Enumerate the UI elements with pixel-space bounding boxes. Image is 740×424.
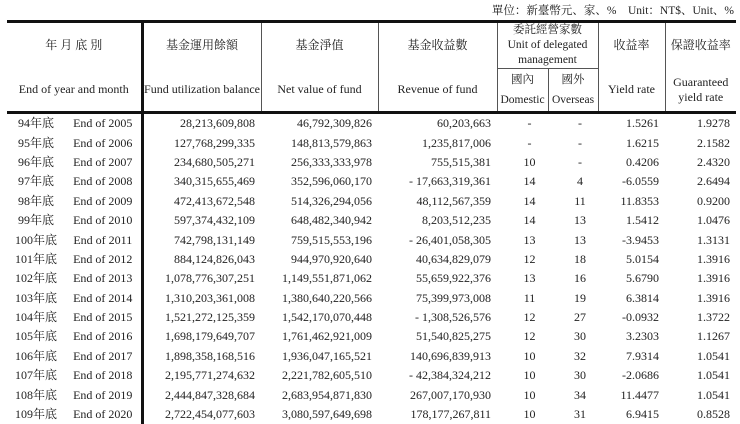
year-zh-cell: 109年底 [7,405,65,424]
revenue-cell: 1,235,817,006 [378,133,497,152]
yield-rate-cell: -0.0932 [598,308,665,327]
header-period-zh: 年 月 底 別 [7,22,142,69]
year-en-cell: End of 2018 [65,366,142,385]
year-en-cell: End of 2017 [65,347,142,366]
year-zh-cell: 103年底 [7,289,65,308]
guaranteed-rate-cell: 1.3916 [665,269,736,288]
yield-rate-cell: -2.0686 [598,366,665,385]
year-en-cell: End of 2013 [65,269,142,288]
fund-balance-cell: 597,374,432,109 [142,211,261,230]
fund-balance-cell: 28,213,609,808 [142,113,261,134]
table-row [7,347,736,366]
year-en-cell: End of 2015 [65,308,142,327]
overseas-count-cell: 34 [548,385,598,404]
table-row [7,230,736,249]
year-zh-cell: 96年底 [7,153,65,172]
guaranteed-rate-cell: 1.3722 [665,308,736,327]
table-row [7,192,736,211]
header-balance-zh: 基金運用餘額 [142,22,261,69]
fund-balance-cell: 1,310,203,361,008 [142,289,261,308]
net-value-cell: 352,596,060,170 [261,172,378,191]
revenue-cell: - 26,401,058,305 [378,230,497,249]
guaranteed-rate-cell: 1.3131 [665,230,736,249]
overseas-count-cell: 13 [548,230,598,249]
revenue-cell: 267,007,170,930 [378,385,497,404]
year-zh-cell: 95年底 [7,133,65,152]
year-en-cell: End of 2011 [65,230,142,249]
table-row [7,250,736,269]
overseas-count-cell: 18 [548,250,598,269]
fund-balance-cell: 1,898,358,168,516 [142,347,261,366]
domestic-count-cell: 12 [497,308,548,327]
net-value-cell: 46,792,309,826 [261,113,378,134]
yield-rate-cell: 1.6215 [598,133,665,152]
year-en-cell: End of 2020 [65,405,142,424]
header-overseas-zh: 國外 [549,70,598,90]
fund-balance-cell: 1,698,179,649,707 [142,327,261,346]
domestic-count-cell: 13 [497,269,548,288]
header-revenue-en: Revenue of fund [378,69,497,113]
yield-rate-cell: 6.3814 [598,289,665,308]
domestic-count-cell: 10 [497,153,548,172]
fund-balance-cell: 340,315,655,469 [142,172,261,191]
overseas-count-cell: 32 [548,347,598,366]
yield-rate-cell: 0.4206 [598,153,665,172]
guaranteed-rate-cell: 2.1582 [665,133,736,152]
guaranteed-rate-cell: 1.0476 [665,211,736,230]
domestic-count-cell: 11 [497,289,548,308]
year-zh-cell: 107年底 [7,366,65,385]
year-en-cell: End of 2012 [65,250,142,269]
fund-balance-cell: 2,195,771,274,632 [142,366,261,385]
header-domestic [497,69,548,113]
fund-balance-cell: 2,722,454,077,603 [142,405,261,424]
year-en-cell: End of 2007 [65,153,142,172]
header-net-en: Net value of fund [261,69,378,113]
net-value-cell: 1,380,640,220,566 [261,289,378,308]
year-en-cell: End of 2019 [65,385,142,404]
guaranteed-rate-cell: 2.6494 [665,172,736,191]
table-row [7,366,736,385]
header-units-en: Unit of delegated management [498,38,598,68]
overseas-count-cell: 31 [548,405,598,424]
header-units-zh: 委託經營家數 [498,23,598,38]
net-value-cell: 3,080,597,649,698 [261,405,378,424]
revenue-cell: 40,634,829,079 [378,250,497,269]
domestic-count-cell: 13 [497,230,548,249]
net-value-cell: 1,149,551,871,062 [261,269,378,288]
domestic-count-cell: 14 [497,211,548,230]
fund-balance-cell: 1,521,272,125,359 [142,308,261,327]
fund-balance-cell: 884,124,826,043 [142,250,261,269]
header-net-zh: 基金淨值 [261,22,378,69]
header-guaranteed-en: Guaranteed yield rate [665,69,736,113]
yield-rate-cell: 5.6790 [598,269,665,288]
fund-table [7,20,736,424]
revenue-cell: 60,203,663 [378,113,497,134]
year-zh-cell: 98年底 [7,192,65,211]
table-row [7,269,736,288]
net-value-cell: 1,761,462,921,009 [261,327,378,346]
year-en-cell: End of 2016 [65,327,142,346]
year-zh-cell: 105年底 [7,327,65,346]
guaranteed-rate-cell: 0.9200 [665,192,736,211]
overseas-count-cell: 11 [548,192,598,211]
net-value-cell: 1,936,047,165,521 [261,347,378,366]
domestic-count-cell: 14 [497,192,548,211]
net-value-cell: 256,333,333,978 [261,153,378,172]
domestic-count-cell: - [497,133,548,152]
revenue-cell: 178,177,267,811 [378,405,497,424]
header-overseas [548,69,598,113]
fund-balance-cell: 742,798,131,149 [142,230,261,249]
yield-rate-cell: 11.8353 [598,192,665,211]
year-zh-cell: 101年底 [7,250,65,269]
overseas-count-cell: 19 [548,289,598,308]
domestic-count-cell: 10 [497,405,548,424]
unit-label: 單位：新臺幣元、家、% Unit：NT$、Unit、% [492,2,734,18]
guaranteed-rate-cell: 1.1267 [665,327,736,346]
year-en-cell: End of 2006 [65,133,142,152]
guaranteed-rate-cell: 1.3916 [665,289,736,308]
revenue-cell: 75,399,973,008 [378,289,497,308]
year-en-cell: End of 2008 [65,172,142,191]
header-period-en: End of year and month [7,69,142,113]
fund-balance-cell: 2,444,847,328,684 [142,385,261,404]
fund-balance-cell: 127,768,299,335 [142,133,261,152]
header-revenue-zh: 基金收益數 [378,22,497,69]
domestic-count-cell: - [497,113,548,134]
net-value-cell: 1,542,170,070,448 [261,308,378,327]
header-balance-en: Fund utilization balance [142,69,261,113]
header-domestic-zh: 國內 [498,70,548,90]
yield-rate-cell: -6.0559 [598,172,665,191]
year-zh-cell: 104年底 [7,308,65,327]
overseas-count-cell: 27 [548,308,598,327]
year-zh-cell: 94年底 [7,113,65,134]
table-row [7,211,736,230]
header-overseas-en: Overseas [549,90,598,110]
guaranteed-rate-cell: 2.4320 [665,153,736,172]
domestic-count-cell: 14 [497,172,548,191]
domestic-count-cell: 10 [497,385,548,404]
overseas-count-cell: 13 [548,211,598,230]
year-zh-cell: 106年底 [7,347,65,366]
year-en-cell: End of 2010 [65,211,142,230]
net-value-cell: 759,515,553,196 [261,230,378,249]
table-row [7,327,736,346]
header-guaranteed-zh: 保證收益率 [665,22,736,69]
overseas-count-cell: 16 [548,269,598,288]
revenue-cell: 8,203,512,235 [378,211,497,230]
header-domestic-en: Domestic [498,90,548,110]
overseas-count-cell: - [548,133,598,152]
table-row [7,385,736,404]
table-row [7,308,736,327]
net-value-cell: 514,326,294,056 [261,192,378,211]
net-value-cell: 2,683,954,871,830 [261,385,378,404]
domestic-count-cell: 10 [497,366,548,385]
domestic-count-cell: 12 [497,250,548,269]
yield-rate-cell: 3.2303 [598,327,665,346]
header-units [497,22,598,69]
year-en-cell: End of 2014 [65,289,142,308]
table-row [7,153,736,172]
revenue-cell: 755,515,381 [378,153,497,172]
net-value-cell: 648,482,340,942 [261,211,378,230]
yield-rate-cell: 1.5261 [598,113,665,134]
fund-balance-cell: 1,078,776,307,251 [142,269,261,288]
revenue-cell: 51,540,825,275 [378,327,497,346]
header-yield-zh: 收益率 [598,22,665,69]
yield-rate-cell: 5.0154 [598,250,665,269]
overseas-count-cell: - [548,153,598,172]
revenue-cell: - 42,384,324,212 [378,366,497,385]
yield-rate-cell: 11.4477 [598,385,665,404]
year-en-cell: End of 2005 [65,113,142,134]
guaranteed-rate-cell: 1.0541 [665,385,736,404]
table-header [7,22,736,113]
table-row [7,289,736,308]
year-zh-cell: 97年底 [7,172,65,191]
revenue-cell: 55,659,922,376 [378,269,497,288]
year-en-cell: End of 2009 [65,192,142,211]
yield-rate-cell: 1.5412 [598,211,665,230]
yield-rate-cell: 7.9314 [598,347,665,366]
table-row [7,113,736,134]
guaranteed-rate-cell: 1.0541 [665,366,736,385]
overseas-count-cell: 4 [548,172,598,191]
yield-rate-cell: -3.9453 [598,230,665,249]
yield-rate-cell: 6.9415 [598,405,665,424]
year-zh-cell: 102年底 [7,269,65,288]
guaranteed-rate-cell: 1.0541 [665,347,736,366]
table-row [7,133,736,152]
revenue-cell: 48,112,567,359 [378,192,497,211]
table-body [7,113,736,424]
revenue-cell: - 1,308,526,576 [378,308,497,327]
net-value-cell: 148,813,579,863 [261,133,378,152]
fund-balance-cell: 472,413,672,548 [142,192,261,211]
overseas-count-cell: 30 [548,366,598,385]
header-yield-en: Yield rate [598,69,665,113]
domestic-count-cell: 10 [497,347,548,366]
net-value-cell: 2,221,782,605,510 [261,366,378,385]
guaranteed-rate-cell: 1.9278 [665,113,736,134]
overseas-count-cell: - [548,113,598,134]
fund-balance-cell: 234,680,505,271 [142,153,261,172]
table-row [7,405,736,424]
domestic-count-cell: 12 [497,327,548,346]
year-zh-cell: 100年底 [7,230,65,249]
revenue-cell: - 17,663,319,361 [378,172,497,191]
year-zh-cell: 99年底 [7,211,65,230]
table-row [7,172,736,191]
net-value-cell: 944,970,920,640 [261,250,378,269]
guaranteed-rate-cell: 0.8528 [665,405,736,424]
year-zh-cell: 108年底 [7,385,65,404]
guaranteed-rate-cell: 1.3916 [665,250,736,269]
revenue-cell: 140,696,839,913 [378,347,497,366]
overseas-count-cell: 30 [548,327,598,346]
